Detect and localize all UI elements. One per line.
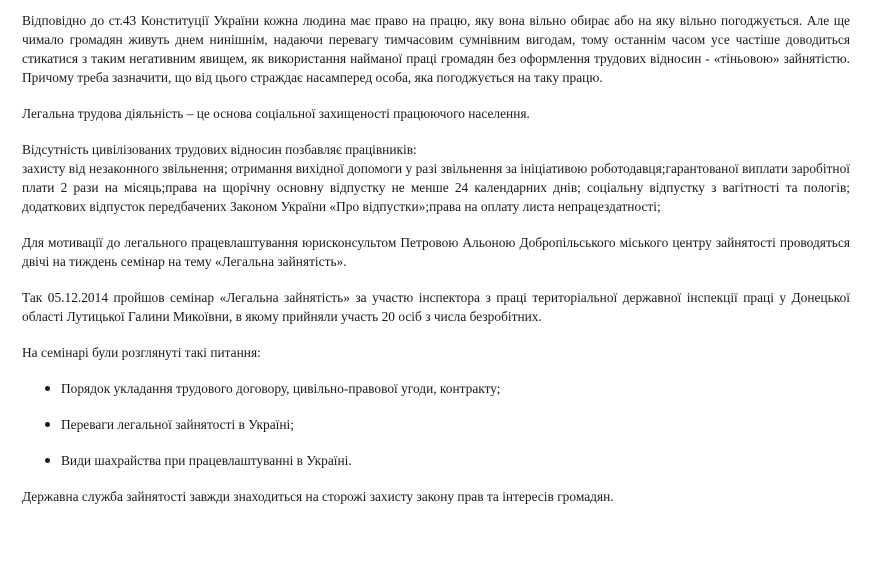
paragraph-legal-work: Легальна трудова діяльність – це основа соціальної захищеності працюючого населення. (22, 106, 530, 121)
list-item (22, 451, 850, 470)
list-item (22, 415, 850, 434)
bullet-icon (45, 386, 50, 391)
paragraph-seminar: Так 05.12.2014 пройшов семінар «Легальна зайнятість» за участю інспектора з праці територіальної державної інспекції праці у Донецької області Лутицької Галини Микоївни, в якому прийняли участь 20 осіб з числа безробітних. (22, 290, 850, 324)
bullet-icon (45, 458, 50, 463)
list-item-text: Порядок укладання трудового договору, цивільно-правової угоди, контракту; (61, 381, 501, 396)
list-item-text: Переваги легальної зайнятості в Україні; (61, 417, 294, 432)
article-body (22, 11, 850, 523)
paragraph-constitution: Відповідно до ст.43 Конституції України кожна людина має право на працю, яку вона вільно обирає або на яку вільно погоджується. Але ще чимало громадян живуть днем нинішнім, надаючи перевагу тимчасовим сумнівним вигодам, тому останнім часом усе частіше доводиться стикатися з таким негативним явищем, як використання найманої праці громадян без оформлення трудових відносин - «тіньовою» зайнятістю. Причому треба зазначити, що від цього страждає насамперед особа, яка погоджується на таку працю. (22, 13, 850, 85)
topics-list (22, 379, 850, 470)
paragraph-motivation: Для мотивації до легального працевлаштування юрисконсультом Петровою Альоною Добропільського міського центру зайнятості проводяться двічі на тиждень семінар на тему «Легальна зайнятість». (22, 235, 850, 269)
paragraph-rights-list: захисту від незаконного звільнення; отримання вихідної допомоги у разі звільнення за ініціативою роботодавця;гарантованої виплати заробітної плати 2 рази на місяць;права на щорічну основну відпустку не менше 24 календарних днів; соціальну відпустку з вагітності та пологів; додаткових відпусток передбачених Законом України «Про відпустки»;права на оплату листа непрацездатності; (22, 161, 850, 214)
paragraph-topics-intro: На семінарі були розглянуті такі питання: (22, 345, 261, 360)
list-item (22, 379, 850, 398)
list-item-text: Види шахрайства при працевлаштуванні в Україні. (61, 453, 352, 468)
paragraph-rights-intro: Відсутність цивілізованих трудових відносин позбавляє працівників: (22, 142, 417, 157)
bullet-icon (45, 422, 50, 427)
paragraph-closing: Державна служба зайнятості завжди знаходиться на сторожі захисту закону прав та інтересів громадян. (22, 489, 614, 504)
